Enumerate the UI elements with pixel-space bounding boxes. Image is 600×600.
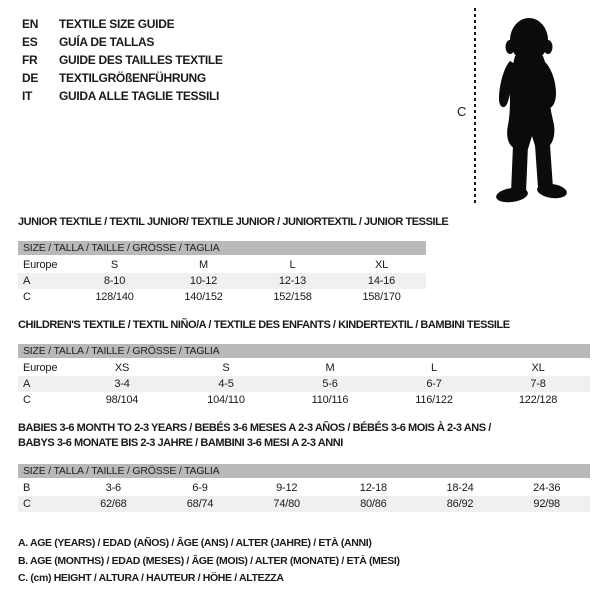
size-cell: 12-18 — [359, 482, 387, 494]
size-cell: 104/110 — [207, 394, 245, 406]
babies-title-line-1: BABIES 3-6 MONTH TO 2-3 YEARS / BEBÉS 3-6 MESES A 2-3 AÑOS / BÉBÉS 3-6 MOIS À 2-3 ANS / — [18, 422, 491, 434]
language-title: GUÍA DE TALLAS — [59, 35, 155, 49]
table-row-height — [18, 289, 426, 305]
table-row-age — [18, 376, 590, 392]
table-row-height — [18, 496, 590, 512]
silhouette-ear-left — [506, 40, 515, 54]
row-label: B — [23, 482, 31, 494]
size-cell: 74/80 — [273, 498, 300, 510]
language-row — [22, 15, 223, 33]
row-label: Europe — [23, 259, 58, 271]
size-cell: 158/170 — [362, 291, 401, 303]
size-cell: 68/74 — [186, 498, 214, 510]
size-cell: M — [325, 362, 335, 374]
table-row-height — [18, 392, 590, 408]
size-cell: 4-5 — [218, 378, 234, 390]
size-cell: XS — [114, 362, 130, 374]
size-header-bar: SIZE / TALLA / TAILLE / GRÖSSE / TAGLIA — [18, 344, 590, 358]
language-code: EN — [22, 17, 39, 31]
size-cell: 140/152 — [184, 291, 223, 303]
children-table-title: CHILDREN'S TEXTILE / TEXTIL NIÑO/A / TEXTILE DES ENFANTS / KINDERTEXTIL / BAMBINI TESSILE — [18, 319, 510, 331]
size-cell: 9-12 — [276, 482, 298, 494]
size-cell: 14-16 — [367, 275, 396, 287]
table-row-age-months — [18, 480, 590, 496]
size-cell: 3-4 — [114, 378, 130, 390]
size-cell: 12-13 — [278, 275, 307, 287]
height-measure-dashed-line — [474, 8, 476, 206]
size-cell: 10-12 — [189, 275, 218, 287]
size-cell: 8-10 — [103, 275, 126, 287]
language-list — [22, 15, 223, 105]
language-title: TEXTILGRÖßENFÜHRUNG — [59, 71, 206, 85]
junior-table — [18, 241, 426, 305]
size-cell: 80/86 — [360, 498, 387, 510]
language-row — [22, 87, 223, 105]
row-label: C — [23, 498, 31, 510]
size-header-bar: SIZE / TALLA / TAILLE / GRÖSSE / TAGLIA — [18, 241, 426, 255]
table-row-europe — [18, 257, 426, 273]
footnote-c: C. (cm) HEIGHT / ALTURA / HAUTEUR / HÖHE / ALTEZZA — [18, 572, 284, 584]
size-cell: L — [431, 362, 437, 374]
language-row — [22, 69, 223, 87]
size-cell: 122/128 — [518, 394, 558, 406]
size-cell: M — [199, 259, 208, 271]
size-cell: 18-24 — [446, 482, 474, 494]
size-cell: 62/68 — [100, 498, 127, 510]
size-cell: S — [110, 259, 119, 271]
language-code: IT — [22, 89, 33, 103]
babies-table — [18, 464, 590, 512]
language-code: DE — [22, 71, 39, 85]
language-row — [22, 51, 223, 69]
footnote-a: A. AGE (YEARS) / EDAD (AÑOS) / ÂGE (ANS) / ALTER (JAHRE) / ETÀ (ANNI) — [18, 537, 372, 549]
babies-title-line-2: BABYS 3-6 MONATE BIS 2-3 JAHRE / BAMBINI 3-6 MESI A 2-3 ANNI — [18, 437, 343, 449]
row-label: A — [23, 275, 31, 287]
size-cell: 128/140 — [95, 291, 134, 303]
table-row-age — [18, 273, 426, 289]
junior-table-title: JUNIOR TEXTILE / TEXTIL JUNIOR/ TEXTILE JUNIOR / JUNIORTEXTIL / JUNIOR TESSILE — [18, 216, 449, 228]
size-cell: 6-7 — [426, 378, 442, 390]
size-cell: L — [289, 259, 296, 271]
size-cell: S — [222, 362, 230, 374]
size-cell: 6-9 — [192, 482, 208, 494]
silhouette-leg-left — [511, 145, 528, 193]
height-measure-label: C — [457, 104, 467, 119]
footnotes — [18, 535, 400, 588]
size-cell: 3-6 — [105, 482, 121, 494]
language-title: TEXTILE SIZE GUIDE — [59, 17, 175, 31]
size-cell: XL — [531, 362, 545, 374]
language-row — [22, 33, 223, 51]
size-cell: 116/122 — [415, 394, 453, 406]
size-cell: 110/116 — [311, 394, 349, 406]
row-label: C — [23, 291, 31, 303]
size-cell: 152/158 — [273, 291, 312, 303]
size-cell: 98/104 — [105, 394, 139, 406]
children-table — [18, 344, 590, 408]
language-title: GUIDE DES TAILLES TEXTILE — [59, 53, 223, 67]
size-cell: 7-8 — [530, 378, 546, 390]
language-code: FR — [22, 53, 38, 67]
babies-table-title — [18, 421, 491, 451]
table-row-europe — [18, 360, 590, 376]
row-label: Europe — [23, 362, 58, 374]
size-header-bar: SIZE / TALLA / TAILLE / GRÖSSE / TAGLIA — [18, 464, 590, 478]
toddler-silhouette-image — [488, 8, 574, 207]
silhouette-ear-right — [544, 40, 553, 54]
size-cell: 86/92 — [446, 498, 474, 510]
size-cell: 24-36 — [533, 482, 561, 494]
size-cell: 5-6 — [322, 378, 338, 390]
row-label: C — [23, 394, 31, 406]
size-cell: 92/98 — [533, 498, 560, 510]
row-label: A — [23, 378, 31, 390]
language-title: GUIDA ALLE TAGLIE TESSILI — [59, 89, 220, 103]
size-cell: XL — [374, 259, 389, 271]
silhouette-head — [510, 18, 548, 62]
silhouette-leg-right — [535, 145, 553, 188]
language-code: ES — [22, 35, 38, 49]
footnote-b: B. AGE (MONTHS) / EDAD (MESES) / ÂGE (MOIS) / ALTER (MONATE) / ETÀ (MESI) — [18, 554, 400, 567]
